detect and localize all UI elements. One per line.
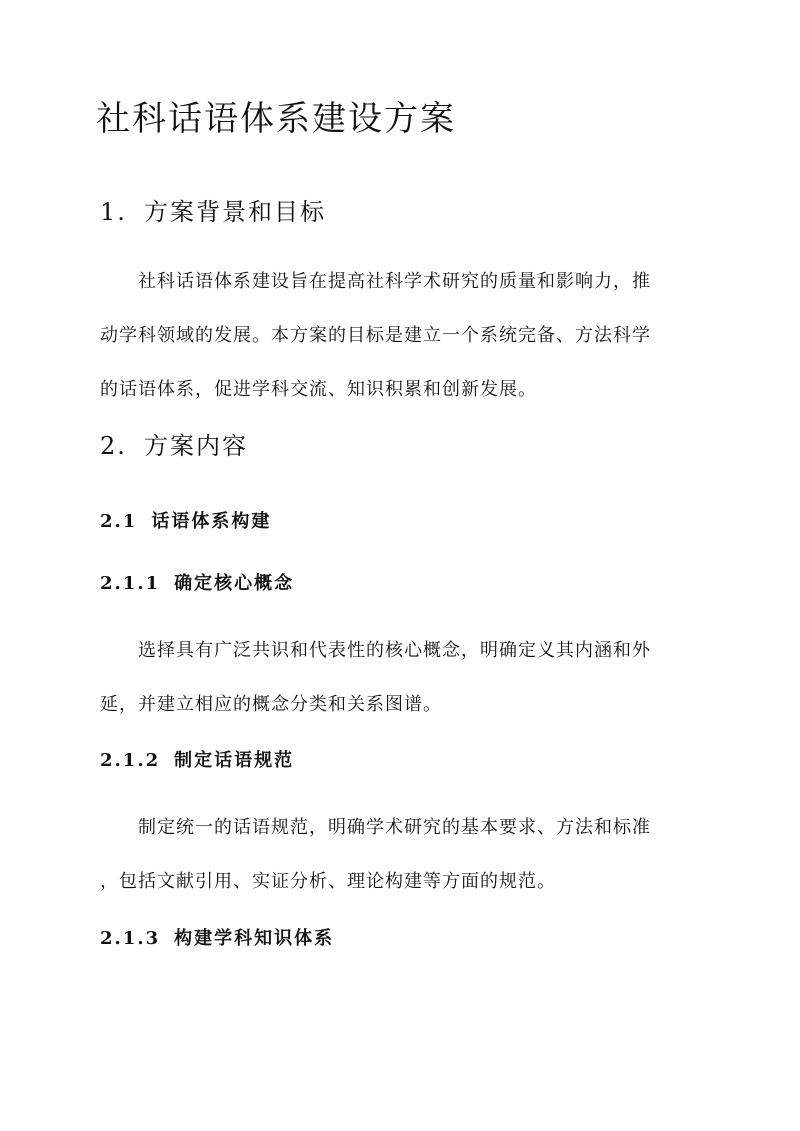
subsection-2-1-2-number: 2.1.2 <box>100 750 161 771</box>
subsection-2-1-number: 2.1 <box>100 511 138 532</box>
subsection-2-1-3-title: 构建学科知识体系 <box>174 928 335 949</box>
paragraph-line: 社科话语体系建设旨在提高社科学术研究的质量和影响力，推 <box>138 271 651 292</box>
section-1-paragraph <box>100 268 700 403</box>
subsection-2-1-1-paragraph <box>100 637 700 718</box>
section-2-number: 2. <box>100 432 127 460</box>
paragraph-line: 制定统一的话语规范，明确学术研究的基本要求、方法和标准 <box>138 817 651 838</box>
section-1-heading <box>100 195 326 229</box>
paragraph-line: 延，并建立相应的概念分类和关系图谱。 <box>100 694 442 715</box>
section-1-number: 1. <box>100 198 127 226</box>
subsection-2-1-3-heading <box>100 926 334 952</box>
paragraph-line: 选择具有广泛共识和代表性的核心概念，明确定义其内涵和外 <box>138 640 651 661</box>
section-1-title: 方案背景和目标 <box>144 198 326 226</box>
subsection-2-1-1-number: 2.1.1 <box>100 573 161 594</box>
paragraph-line: 动学科领域的发展。本方案的目标是建立一个系统完备、方法科学 <box>100 325 651 346</box>
subsection-2-1-1-title: 确定核心概念 <box>174 573 295 594</box>
paragraph-line: ，包括文献引用、实证分析、理论构建等方面的规范。 <box>100 871 556 892</box>
subsection-2-1-title: 话语体系构建 <box>151 511 272 532</box>
subsection-2-1-heading <box>100 509 271 535</box>
section-2-title: 方案内容 <box>144 432 248 460</box>
document-title: 社科话语体系建设方案 <box>96 99 456 139</box>
subsection-2-1-2-paragraph <box>100 814 700 895</box>
subsection-2-1-3-number: 2.1.3 <box>100 928 161 949</box>
section-2-heading <box>100 429 248 463</box>
paragraph-line: 的话语体系，促进学科交流、知识积累和创新发展。 <box>100 379 537 400</box>
subsection-2-1-2-title: 制定话语规范 <box>174 750 295 771</box>
subsection-2-1-2-heading <box>100 748 294 774</box>
subsection-2-1-1-heading <box>100 571 294 597</box>
